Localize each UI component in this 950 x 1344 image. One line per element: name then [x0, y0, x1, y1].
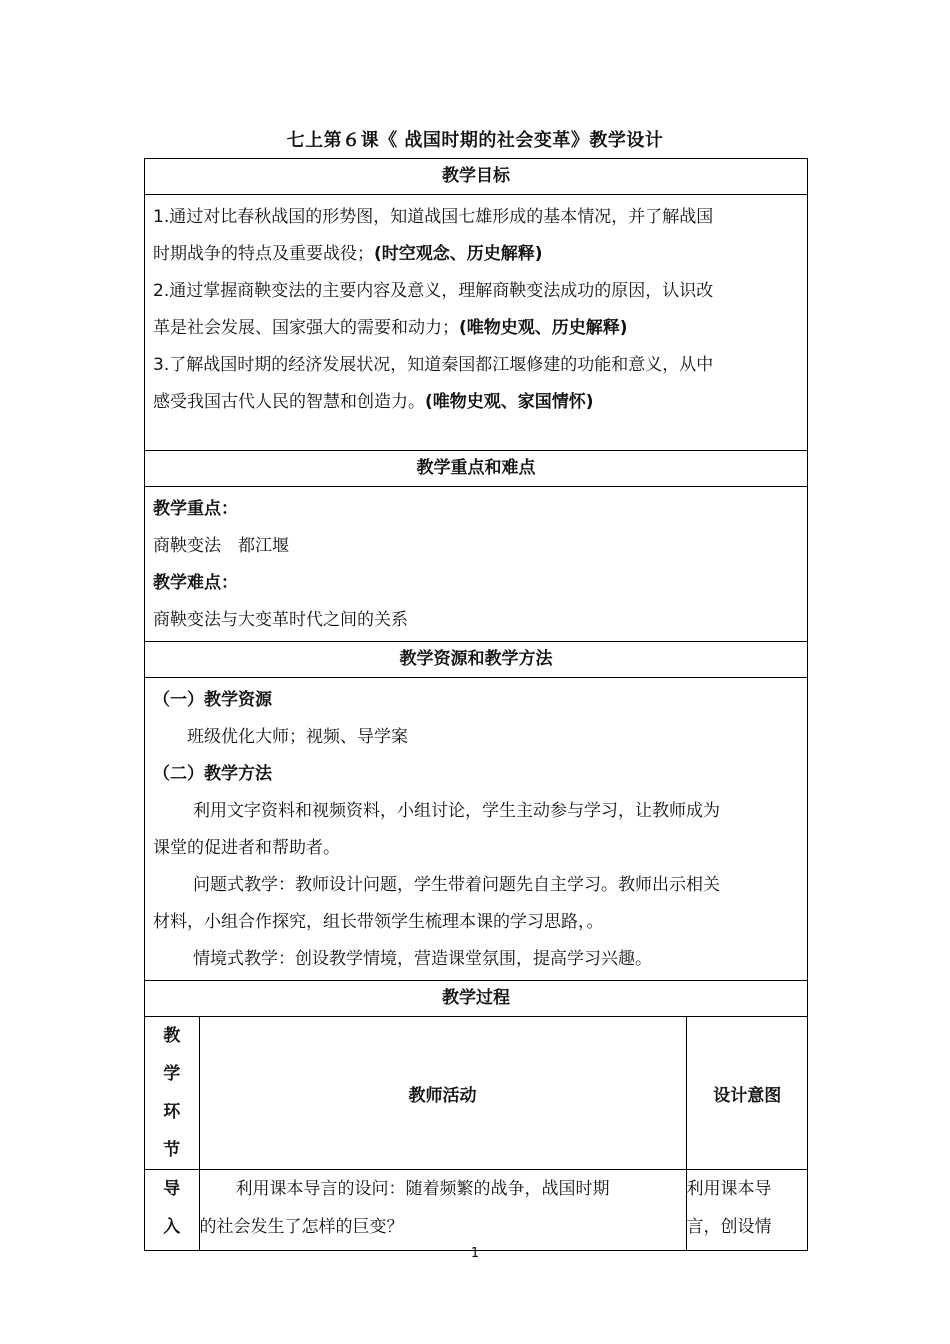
- method-1-line1: 利用文字资料和视频资料，小组讨论，学生主动参与学习，让教师成为: [193, 801, 720, 821]
- objective-3-line1: 3.了解战国时期的经济发展状况，知道秦国都江堰修建的功能和意义，从中: [153, 355, 714, 375]
- method-2-line1: 问题式教学：教师设计问题，学生带着问题先自主学习。教师出示相关: [193, 875, 720, 895]
- keypoints-cell: [145, 487, 808, 642]
- method-3: 情境式教学：创设教学情境，营造课堂氛围，提高学习兴趣。: [193, 949, 652, 969]
- resources-cell: [145, 678, 808, 981]
- objectives-cell: [145, 195, 808, 451]
- intro-activity: 利用课本导言的设问：随着频繁的战争，战国时期 的社会发生了怎样的巨变？: [199, 1170, 686, 1250]
- methods-label: （二）教学方法: [153, 764, 272, 784]
- focus-text: 商鞅变法 都江堰: [153, 536, 289, 556]
- resources-label: （一）教学资源: [153, 690, 272, 710]
- document-title: 七上第６课《 战国时期的社会变革》教学设计: [286, 130, 664, 151]
- method-2-line2: 材料，小组合作探究，组长带领学生梳理本课的学习思路，。: [153, 912, 604, 932]
- resources-text: 班级优化大师；视频、导学案: [187, 727, 408, 747]
- objective-1-tag: (时空观念、历史解释): [374, 244, 543, 264]
- page-number: 1: [470, 1246, 480, 1261]
- objective-3-tag: (唯物史观、家国情怀): [425, 392, 594, 412]
- objective-1-line1: 1.通过对比春秋战国的形势图，知道战国七雄形成的基本情况，并了解战国: [153, 207, 714, 227]
- process-table: [145, 1017, 808, 1250]
- objectives-header: 教学目标: [145, 159, 808, 195]
- objective-2-tag: (唯物史观、历史解释): [459, 318, 628, 338]
- process-cell: [145, 1017, 808, 1251]
- process-header: 教学过程: [145, 981, 808, 1017]
- objective-3-line2: 感受我国古代人民的智慧和创造力。: [153, 392, 425, 412]
- lesson-plan-table: [144, 158, 808, 1251]
- stage-intro: 导 入: [145, 1170, 199, 1250]
- objective-2-line1: 2.通过掌握商鞅变法的主要内容及意义，理解商鞅变法成功的原因，认识改: [153, 281, 714, 301]
- stage-column-header: 教 学 环 节: [145, 1017, 199, 1170]
- objective-2-line2: 革是社会发展、国家强大的需要和动力；: [153, 318, 459, 338]
- teacher-activity-header: 教师活动: [199, 1017, 686, 1170]
- resources-header: 教学资源和教学方法: [145, 642, 808, 678]
- focus-label: 教学重点：: [153, 499, 238, 519]
- intro-intent: 利用课本导 言，创设情: [686, 1170, 808, 1250]
- keypoints-header: 教学重点和难点: [145, 451, 808, 487]
- objective-1-line2: 时期战争的特点及重要战役；: [153, 244, 374, 264]
- difficulty-text: 商鞅变法与大变革时代之间的关系: [153, 610, 408, 630]
- design-intent-header: 设计意图: [686, 1017, 808, 1170]
- difficulty-label: 教学难点：: [153, 573, 238, 593]
- method-1-line2: 课堂的促进者和帮助者。: [153, 838, 340, 858]
